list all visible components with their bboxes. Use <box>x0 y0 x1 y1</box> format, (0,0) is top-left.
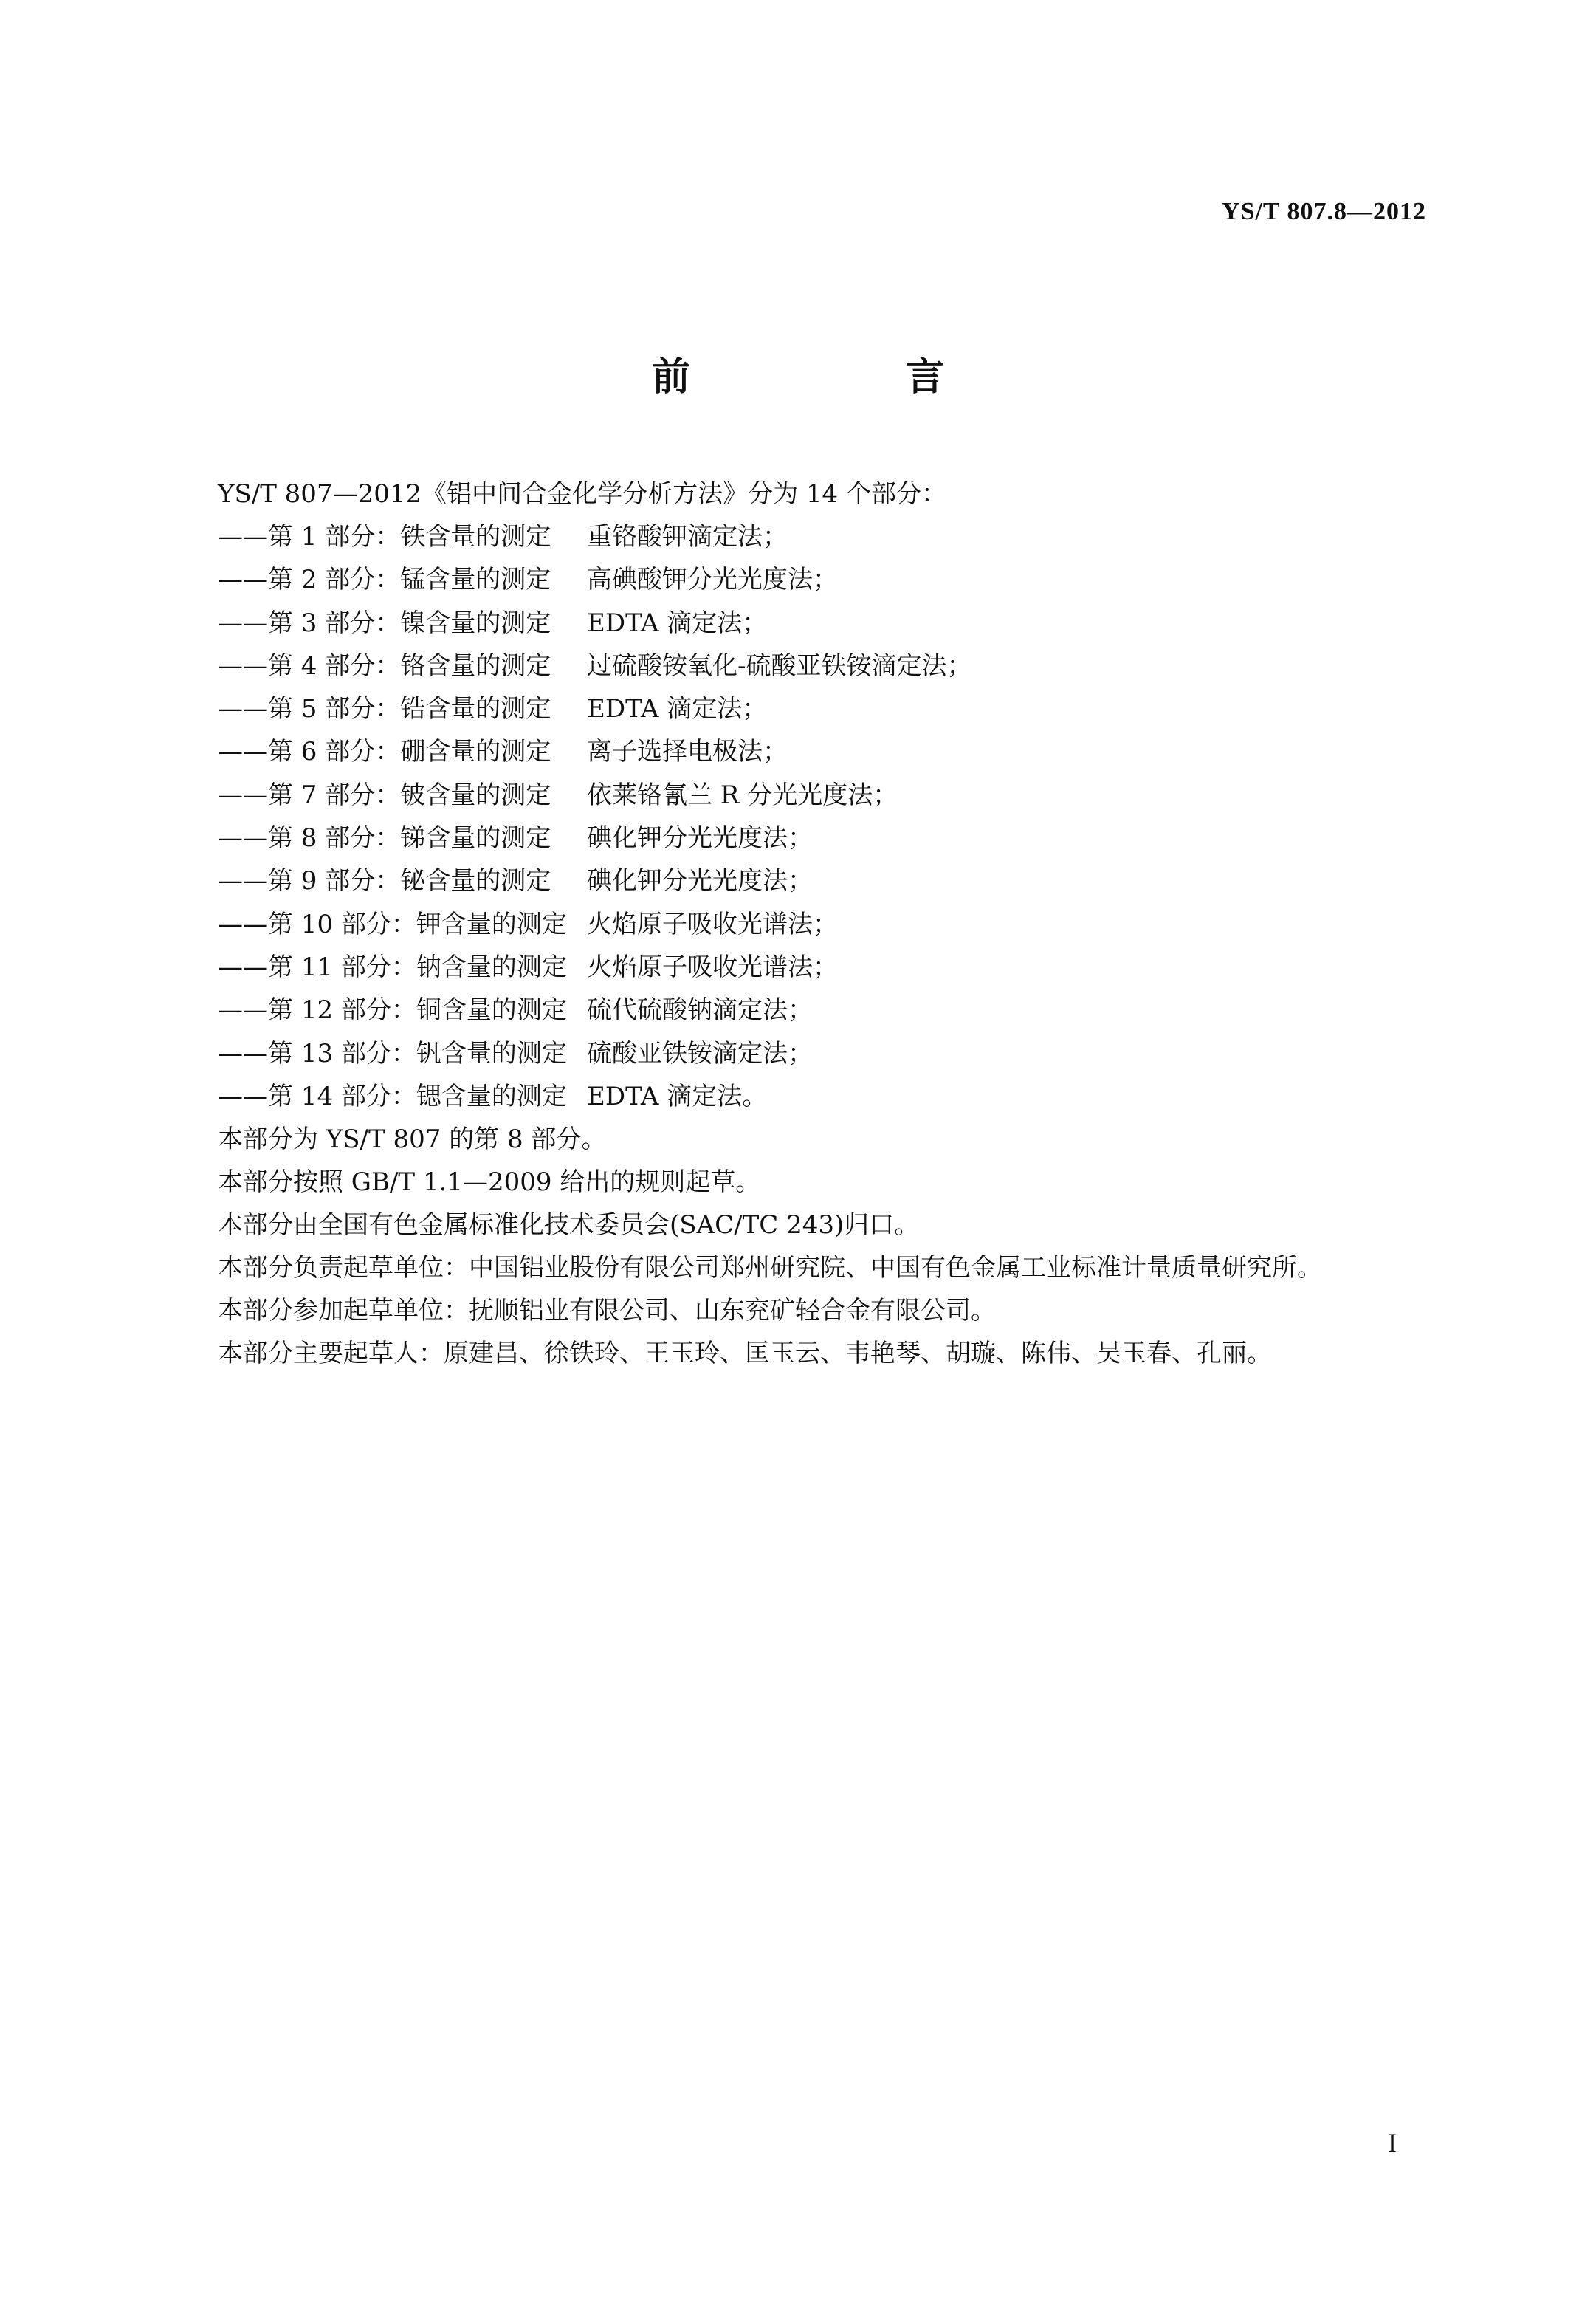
part-method: 碘化钾分光光度法； <box>587 823 813 854</box>
part-method: EDTA 滴定法。 <box>587 1081 768 1111</box>
part-method: 火焰原子吸收光谱法； <box>587 909 838 939</box>
list-item <box>159 558 1443 601</box>
part-method: EDTA 滴定法； <box>587 694 768 724</box>
parts-list <box>159 515 1443 1118</box>
part-label: ——第 6 部分：硼含量的测定 <box>218 737 551 767</box>
list-item <box>159 515 1443 558</box>
part-of-paragraph: 本部分为 YS/T 807 的第 8 部分。 <box>218 1125 607 1155</box>
part-label: ——第 11 部分：钠含量的测定 <box>218 952 567 982</box>
drafters-paragraph: 本部分主要起草人：原建昌、徐铁玲、王玉玲、匡玉云、韦艳琴、胡璇、陈伟、吴玉春、孔丽。 <box>218 1339 1272 1369</box>
part-method: 离子选择电极法； <box>587 737 788 767</box>
list-item <box>159 859 1443 902</box>
part-label: ——第 8 部分：锑含量的测定 <box>218 823 551 854</box>
part-method: 碘化钾分光光度法； <box>587 866 813 896</box>
part-label: ——第 7 部分：铍含量的测定 <box>218 780 551 810</box>
list-item <box>159 1075 1443 1118</box>
part-method: 过硫酸铵氧化-硫酸亚铁铵滴定法； <box>587 651 972 681</box>
list-item <box>159 687 1443 730</box>
part-label: ——第 12 部分：铜含量的测定 <box>218 995 567 1026</box>
part-method: 硫代硫酸钠滴定法； <box>587 995 813 1026</box>
foreword-body <box>159 473 1443 1375</box>
part-label: ——第 1 部分：铁含量的测定 <box>218 522 551 552</box>
part-method: 依莱铬氰兰 R 分光光度法； <box>587 780 898 810</box>
responsible-units-paragraph: 本部分负责起草单位：中国铝业股份有限公司郑州研究院、中国有色金属工业标准计量质量研究所。 <box>218 1253 1322 1283</box>
list-item <box>159 730 1443 773</box>
part-label: ——第 4 部分：铬含量的测定 <box>218 651 551 681</box>
part-label: ——第 10 部分：钾含量的测定 <box>218 909 567 939</box>
part-label: ——第 14 部分：锶含量的测定 <box>218 1081 567 1111</box>
part-label: ——第 2 部分：锰含量的测定 <box>218 565 551 595</box>
part-label: ——第 9 部分：铋含量的测定 <box>218 866 551 896</box>
drafting-rules-paragraph: 本部分按照 GB/T 1.1—2009 给出的规则起草。 <box>218 1167 761 1198</box>
governed-by-paragraph: 本部分由全国有色金属标准化技术委员会(SAC/TC 243)归口。 <box>218 1210 920 1240</box>
standard-code: YS/T 807.8—2012 <box>1222 198 1426 225</box>
part-method: 硫酸亚铁铵滴定法； <box>587 1038 813 1068</box>
list-item <box>159 602 1443 645</box>
list-item <box>159 817 1443 859</box>
list-item <box>159 946 1443 989</box>
part-label: ——第 13 部分：钒含量的测定 <box>218 1038 567 1068</box>
intro-paragraph: YS/T 807—2012《铝中间合金化学分析方法》分为 14 个部分： <box>218 479 946 509</box>
part-method: 高碘酸钾分光光度法； <box>587 565 838 595</box>
list-item <box>159 1032 1443 1075</box>
list-item <box>159 774 1443 817</box>
part-method: 火焰原子吸收光谱法； <box>587 952 838 982</box>
list-item <box>159 903 1443 946</box>
part-label: ——第 3 部分：镍含量的测定 <box>218 608 551 638</box>
part-label: ——第 5 部分：锆含量的测定 <box>218 694 551 724</box>
participating-units-paragraph: 本部分参加起草单位：抚顺铝业有限公司、山东兖矿轻合金有限公司。 <box>218 1296 996 1326</box>
page-number: I <box>1388 2128 1397 2158</box>
page-title: 前 言 <box>651 355 1033 399</box>
part-method: EDTA 滴定法； <box>587 608 768 638</box>
part-method: 重铬酸钾滴定法； <box>587 522 788 552</box>
list-item <box>159 989 1443 1032</box>
list-item <box>159 645 1443 687</box>
